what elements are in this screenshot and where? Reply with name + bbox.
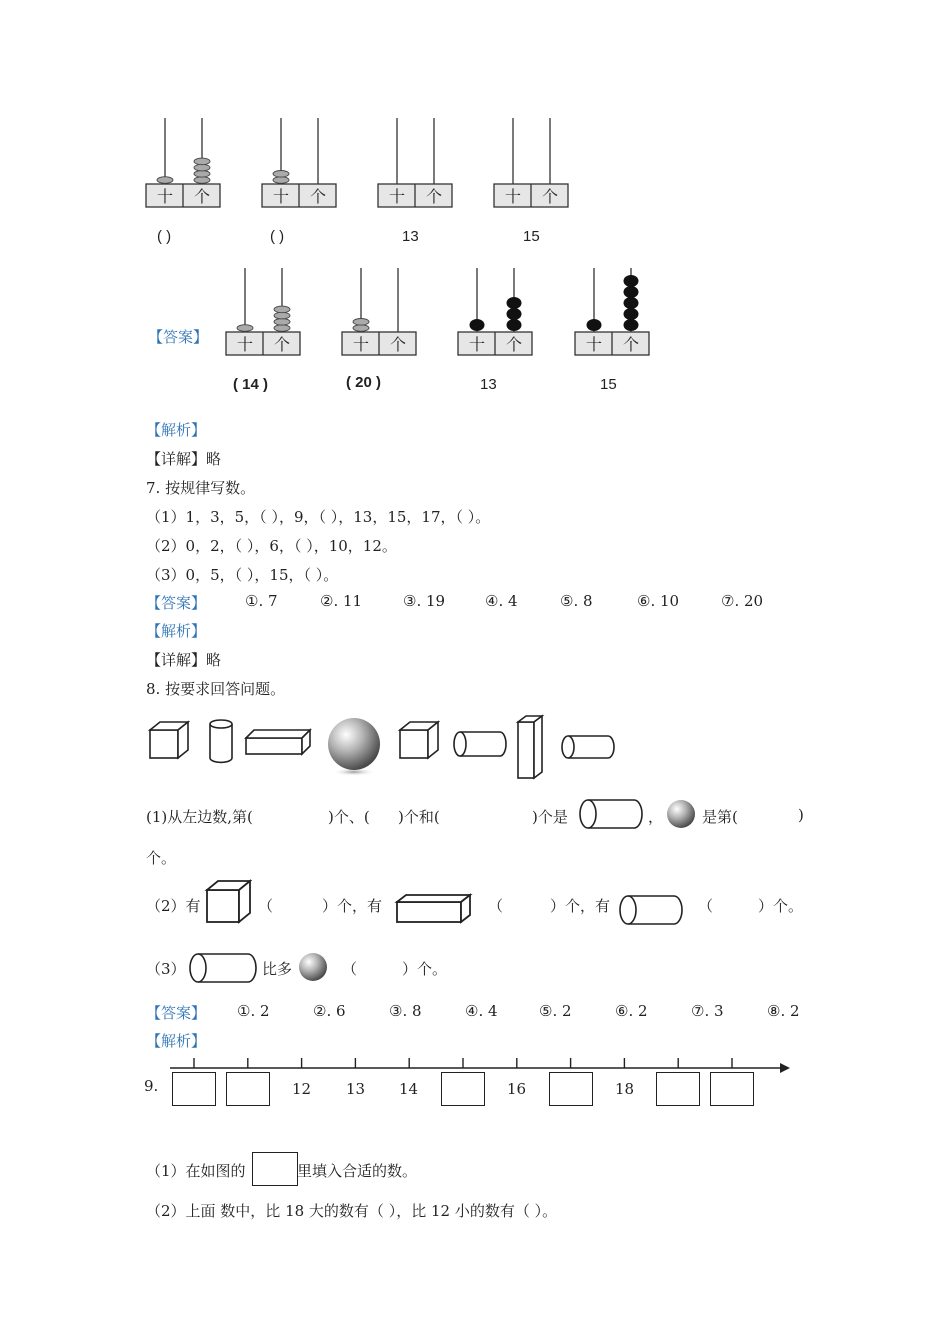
abacus-tens-label: 十 [352,335,370,354]
abacus-bead [353,319,369,326]
q9-answer-box[interactable] [656,1072,700,1106]
abacus-bead [507,297,522,309]
abacus-bead [194,171,210,178]
abacus-bead [194,164,210,171]
q8-answer: ⑧. 2 [767,1002,800,1020]
abacus-bead [273,177,289,184]
q7-answer: ⑦. 20 [721,592,764,610]
q7-answer: ①. 7 [245,592,278,610]
q8-line3-part: ）个。 [402,960,448,978]
cylinder-lying-icon [188,950,262,986]
q9-answer-box[interactable] [549,1072,593,1106]
q8-line2-part: （ [698,897,714,915]
abacus-bead [237,325,253,332]
sphere-icon [328,718,380,776]
abacus-a-label-4: 15 [600,376,617,393]
q9-answer-box[interactable] [441,1072,485,1106]
q8-title: 8. 按要求回答问题。 [146,680,286,698]
q7-line-1: （1）1，3，5，（ ），9，（ ），13，15，17，（ ）。 [146,508,491,526]
cube-icon [150,722,188,758]
cylinder-lying-icon [618,892,688,928]
q7-analysis-tag: 【解析】 [146,622,207,640]
abacus-tens-label: 十 [156,187,174,206]
abacus-ones-label: 个 [193,187,211,206]
q8-shape-row [140,710,630,785]
q8-line3-part: 比多 [262,960,293,978]
abacus-q-value-3: 13 [402,228,419,245]
abacus-bead [507,319,522,331]
q9-answer-box[interactable] [226,1072,270,1106]
q9-inline-box [252,1152,298,1186]
cuboid-flat-icon [246,730,310,754]
q7-answer: ⑤. 8 [560,592,593,610]
abacus-question-row [140,112,600,212]
abacus-bead [194,158,210,165]
q8-answer: ⑦. 3 [691,1002,724,1020]
abacus-bead [624,275,639,287]
sphere-icon [296,950,330,984]
abacus-bead [194,177,210,184]
q7-answer-tag: 【答案】 [146,594,207,612]
abacus-bead [624,297,639,309]
cylinder-standing-icon [210,720,232,762]
q8-line-3 [146,950,826,986]
abacus-ones-label: 个 [389,335,407,354]
q9-line-1 [146,1152,646,1186]
q9-number-label: 14 [399,1080,419,1098]
q8-analysis-tag: 【解析】 [146,1032,207,1050]
abacus-bead [273,171,289,178]
q8-line1-part: )个、( [328,808,370,826]
abacus-bead [507,308,522,320]
cuboid-flat-icon [394,892,474,926]
q8-line1-part: ， [648,808,664,826]
q7-answer: ④. 4 [485,592,518,610]
abacus-ones-label: 个 [622,335,640,354]
q8-line3-part: （ [342,960,358,978]
q8-line1-continuation: 个。 [146,849,177,867]
q8-line1-part: )个是 [532,808,568,826]
q8-answer: ④. 4 [465,1002,498,1020]
abacus-q-blank-1: ( ) [157,228,172,245]
q8-line3-part: （3） [146,960,186,978]
q8-answer: ⑥. 2 [615,1002,648,1020]
abacus [378,118,452,207]
q8-line2-part: （2）有 [146,897,201,915]
q9-answer-box[interactable] [710,1072,754,1106]
q8-answer: ⑤. 2 [539,1002,572,1020]
q9-line-2: （2）上面 数中，比 18 大的数有（ ），比 12 小的数有（ ）。 [146,1202,558,1220]
q8-answer: ③. 8 [389,1002,422,1020]
abacus-ones-label: 个 [273,335,291,354]
abacus-bead [624,308,639,320]
q8-line2-part: ）个。 [758,897,804,915]
abacus-q-blank-2: ( ) [270,228,285,245]
q9-number-label: 16 [507,1080,527,1098]
abacus-bead [157,177,173,184]
q7-answer: ③. 19 [403,592,446,610]
q7-answer: ⑥. 10 [637,592,680,610]
q7-line-3: （3）0，5，（ ），15，（ ）。 [146,566,339,584]
cube-icon [204,878,252,926]
abacus-answer-solid [458,268,649,355]
answer-tag-6: 【答案】 [148,328,209,346]
q8-answer: ②. 6 [313,1002,346,1020]
q8-answer-tag: 【答案】 [146,1004,207,1022]
q9-answer-box[interactable] [172,1072,216,1106]
abacus-ones-label: 个 [541,187,559,206]
q9-number: 9. [144,1077,159,1095]
q9-line1-part: 里填入合适的数。 [297,1162,418,1180]
abacus-tens-label: 十 [236,335,254,354]
abacus-bead [624,319,639,331]
abacus-ones-label: 个 [425,187,443,206]
q8-line2-part: ）个，有 [550,897,611,915]
abacus-bead [624,286,639,298]
q7-detail: 【详解】略 [146,651,222,669]
q8-answer: ①. 2 [237,1002,270,1020]
cuboid-standing-icon [518,716,542,778]
abacus-tens-label: 十 [468,335,486,354]
abacus [458,268,532,355]
q8-line-1 [146,800,826,832]
cylinder-lying-icon [454,732,506,756]
abacus-answer-gray [226,268,416,355]
abacus-bead [274,319,290,326]
abacus-a-label-2: ( 20 ) [346,374,382,391]
abacus [494,118,568,207]
abacus-a-label-3: 13 [480,376,497,393]
abacus-bead [587,319,602,331]
q8-line1-part: ) [798,806,804,824]
abacus-tens-label: 十 [504,187,522,206]
detail-6: 【详解】略 [146,450,222,468]
cylinder-lying-icon [562,736,614,758]
q9-line1-part: （1）在如图的 [146,1162,246,1180]
cylinder-lying-icon [578,796,648,832]
abacus [146,118,220,207]
q7-title: 7. 按规律写数。 [146,479,256,497]
abacus-bead [470,319,485,331]
abacus-bead [353,325,369,332]
abacus [575,268,649,355]
q8-line1-part: (1)从左边数,第( [146,808,253,826]
abacus-tens-label: 十 [585,335,603,354]
analysis-tag-6: 【解析】 [146,421,207,439]
abacus-answer-row [220,262,660,362]
abacus [342,268,416,355]
abacus-tens-label: 十 [272,187,290,206]
q8-line-2 [146,878,826,928]
q9-number-label: 18 [615,1080,635,1098]
q9-number-label: 13 [346,1080,366,1098]
abacus [226,268,300,355]
cube-icon [400,722,438,758]
abacus-tens-label: 十 [388,187,406,206]
q8-line1-part: )个和( [398,808,440,826]
q8-line2-part: （ [488,897,504,915]
abacus-q-value-4: 15 [523,228,540,245]
q8-line2-part: （ [258,897,274,915]
abacus-a-label-1: ( 14 ) [233,376,269,393]
abacus-bead [274,312,290,319]
q8-line1-part: 是第( [702,808,738,826]
abacus-ones-label: 个 [309,187,327,206]
q8-line2-part: ）个，有 [322,897,383,915]
abacus [262,118,336,207]
abacus-bead [274,306,290,313]
q7-answer: ②. 11 [320,592,363,610]
q7-line-2: （2）0，2，（ ），6，（ ），10，12。 [146,537,397,555]
sphere-icon [664,798,698,832]
abacus-ones-label: 个 [505,335,523,354]
abacus-bead [274,325,290,332]
q9-number-label: 12 [292,1080,312,1098]
